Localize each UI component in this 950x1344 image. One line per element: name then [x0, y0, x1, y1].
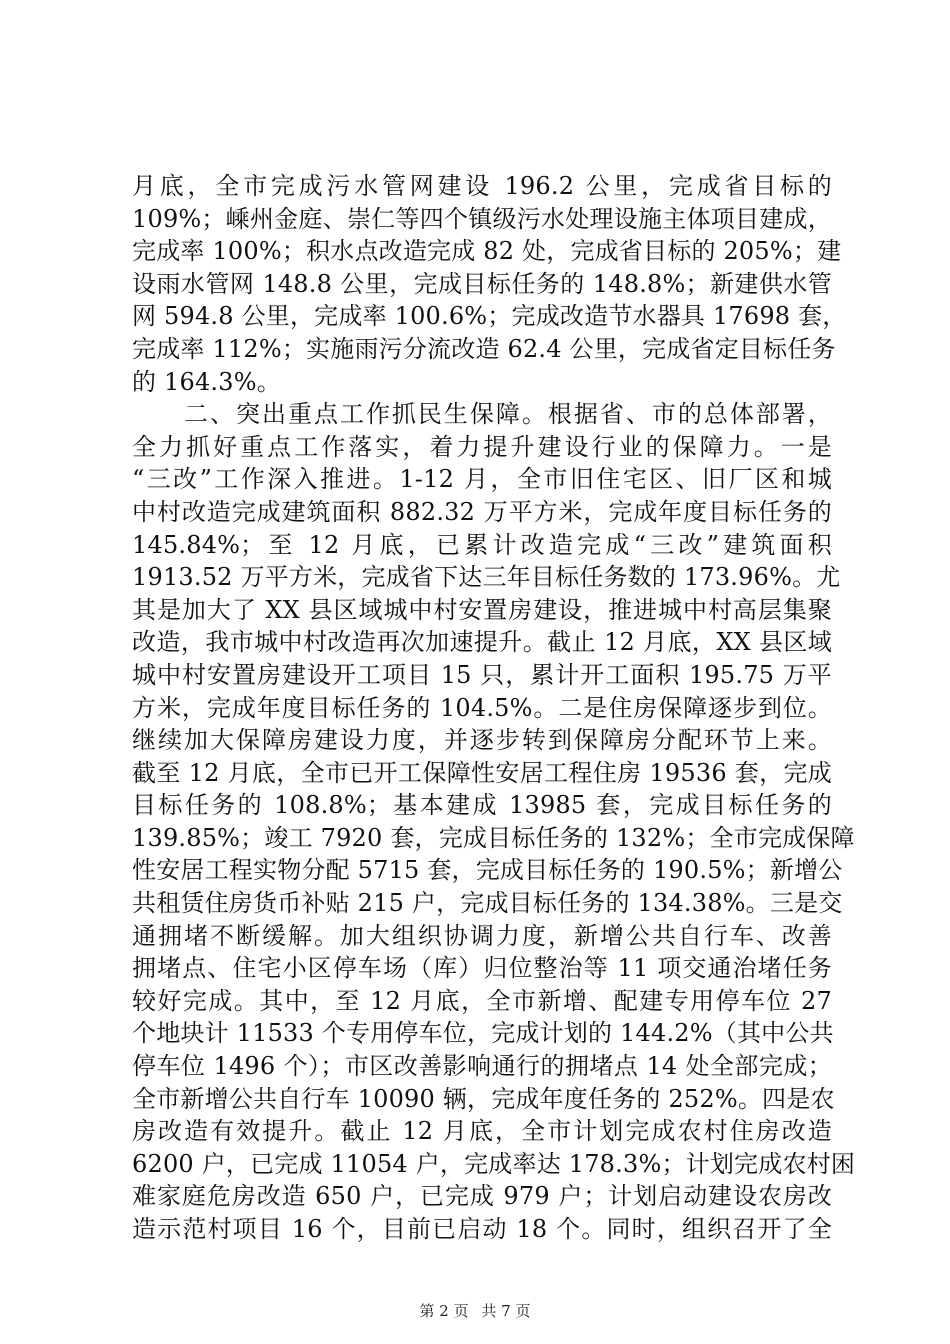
text-line: 全市新增公共自行车 10090 辆，完成年度任务的 252%。四是农 — [132, 1084, 835, 1113]
text-line: 方米，完成年度目标任务的 104.5%。二是住房保障逐步到位。 — [132, 693, 832, 722]
document-body — [132, 170, 856, 1278]
text-line: 109%；嵊州金庭、崇仁等四个镇级污水处理设施主体项目建成， — [132, 204, 832, 233]
text-line: 造示范村项目 16 个，目前已启动 18 个。同时，组织召开了全 — [132, 1215, 832, 1243]
text-line: 通拥堵不断缓解。加大组织协调力度，新增公共自行车、改善 — [132, 921, 832, 950]
text-line: 145.84%；至 12 月底，已累计改造完成“三改”建筑面积 — [132, 530, 832, 559]
text-line: “三改”工作深入推进。1-12 月，全市旧住宅区、旧厂区和城 — [132, 465, 832, 494]
text-line: 改造，我市城中村改造再次加速提升。截止 12 月底，XX 县区域 — [132, 628, 832, 657]
text-line: 难家庭危房改造 650 户，已完成 979 户；计划启动建设农房改 — [132, 1182, 832, 1211]
paragraph-1 — [132, 170, 847, 398]
text-line: 完成率 100%；积水点改造完成 82 处，完成省目标的 205%；建 — [132, 237, 842, 266]
text-line: 二、突出重点工作抓民生保障。根据省、市的总体部署， — [184, 400, 832, 429]
text-line: 网 594.8 公里，完成率 100.6%；完成改造节水器具 17698 套， — [132, 302, 847, 331]
text-line: 截至 12 月底，全市已开工保障性安居工程住房 19536 套，完成 — [132, 758, 832, 787]
page-footer — [0, 1301, 950, 1321]
text-line: 继续加大保障房建设力度，并逐步转到保障房分配环节上来。 — [132, 726, 832, 755]
text-line: 6200 户，已完成 11054 户，完成率达 178.3%；计划完成农村困 — [132, 1149, 856, 1178]
text-line — [132, 1246, 832, 1279]
text-line: 中村改造完成建筑面积 882.32 万平方米，完成年度目标任务的 — [132, 497, 832, 526]
text-line: 城中村安置房建设开工项目 15 只，累计开工面积 195.75 万平 — [132, 660, 832, 689]
text-line: 性安居工程实物分配 5715 套，完成目标任务的 190.5%；新增公 — [132, 856, 843, 885]
page-number: 第 2 页 — [419, 1302, 469, 1320]
text-line: 停车位 1496 个）；市区改善影响通行的拥堵点 14 处全部完成； — [132, 1052, 832, 1081]
text-line: 其是加大了 XX 县区域城中村安置房建设，推进城中村高层集聚 — [132, 595, 832, 624]
text-line: 全力抓好重点工作落实，着力提升建设行业的保障力。一是 — [132, 432, 832, 461]
text-line: 设雨水管网 148.8 公里，完成目标任务的 148.8%；新建供水管 — [132, 269, 832, 298]
page-total: 共 7 页 — [481, 1302, 531, 1320]
text-line: 拥堵点、住宅小区停车场（库）归位整治等 11 项交通治堵任务 — [132, 954, 832, 983]
text-line: 完成率 112%；实施雨污分流改造 62.4 公里，完成省定目标任务 — [132, 334, 836, 363]
text-line: 个地块计 11533 个专用停车位，完成计划的 144.2%（其中公共 — [132, 1019, 834, 1048]
text-line: 较好完成。其中，至 12 月底，全市新增、配建专用停车位 27 — [132, 986, 832, 1015]
text-line: 目标任务的 108.8%；基本建成 13985 套，完成目标任务的 — [132, 791, 832, 820]
text-line: 房改造有效提升。截止 12 月底，全市计划完成农村住房改造 — [132, 1117, 832, 1146]
text-line: 139.85%；竣工 7920 套，完成目标任务的 132%；全市完成保障 — [132, 823, 855, 852]
text-line: 月底，全市完成污水管网建设 196.2 公里，完成省目标的 — [132, 172, 832, 200]
text-line: 1913.52 万平方米，完成省下达三年目标任务数的 173.96%。尤 — [132, 563, 841, 592]
paragraph-2 — [132, 398, 856, 1278]
text-line: 的 164.3%。 — [132, 367, 281, 396]
text-line: 共租赁住房货币补贴 215 户，完成目标任务的 134.38%。三是交 — [132, 889, 843, 918]
